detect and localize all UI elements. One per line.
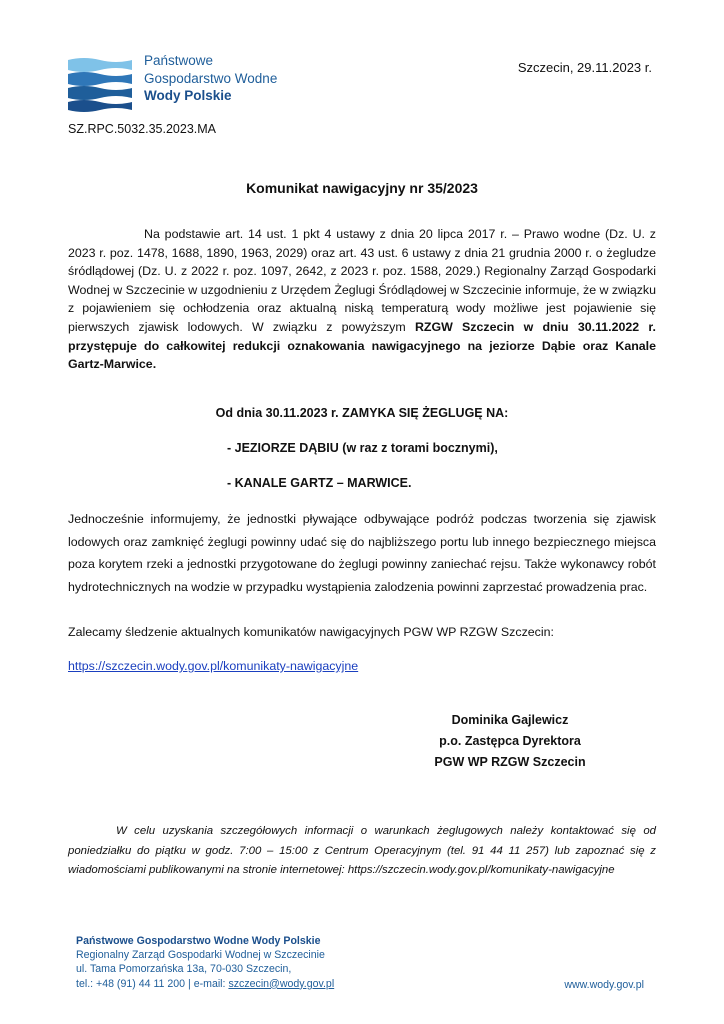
footer-contact [76,977,334,991]
logo-line-3: Wody Polskie [144,88,232,103]
closure-heading: Od dnia 30.11.2023 r. ZAMYKA SIĘ ŻEGLUGĘ NA: [215,406,509,420]
document-title: Komunikat nawigacyjny nr 35/2023 [246,180,478,196]
signature-block [410,710,610,773]
footer-phone: tel.: +48 (91) 44 11 200 | e-mail: [76,977,229,990]
main-paragraph-bold: RZGW Szczecin w dniu 30.11.2022 r. przystępuje do całkowitej redukcji oznakowania nawigacyjnego na jeziorze Dąbie oraz Kanale Gartz-Marwice. [68,319,656,372]
contact-note: W celu uzyskania szczegółowych informacji o warunkach żeglugowych należy kontaktować się od poniedziałku do piątku w godz. 7:00 – 15:00 z Centrum Operacyjnym (tel. 91 44 11 257) lub zapoznać się z wiadomościami publikowanymi na stronie internetowej: https://szczecin.wody.gov.pl/komunikaty-nawigacyjne [68,825,656,876]
signatory-name: Dominika Gajlewicz [451,713,569,727]
recommendation-text: Zalecamy śledzenie aktualnych komunikatów nawigacyjnych PGW WP RZGW Szczecin: [68,625,554,639]
reference-number: SZ.RPC.5032.35.2023.MA [68,122,216,136]
document-date: Szczecin, 29.11.2023 r. [517,60,652,75]
footer-email-link[interactable]: szczecin@wody.gov.pl [228,977,335,990]
main-paragraph [68,225,656,374]
footer-org-name: Państwowe Gospodarstwo Wodne Wody Polskie [76,935,321,947]
signatory-role: p.o. Zastępca Dyrektora [439,734,581,748]
signatory-org: PGW WP RZGW Szczecin [434,755,586,769]
main-paragraph-text: Na podstawie art. 14 ust. 1 pkt 4 ustawy z dnia 20 lipca 2017 r. – Prawo wodne (Dz. U. z 2023 r. poz. 1478, 1688, 1890, 1963, 2029) oraz art. 43 ust. 6 ustawy z dnia 21 grudnia 2000 r. o żegludze śródlądowej (Dz. U. z 2022 r. poz. 1097, 2642, z 2023 r. poz. 1588, 2029.) Regionalny Zarząd Gospodarki Wodnej w Szczecinie w uzgodnieniu z Urzędem Żeglugi Śródlądowej w Szczecinie informuje, że w związku z pojawieniem się ochłodzenia oraz aktualną niską temperaturą wody możliwe jest pojawienie się pierwszych zjawisk lodowych. W związku z powyższym [68,227,656,334]
closure-item-lake: - JEZIORZE DĄBIU (w raz z torami bocznymi), [227,441,498,455]
organization-logo [68,52,288,114]
footer-website[interactable]: www.wody.gov.pl [564,979,644,991]
logo-text [144,52,277,105]
footer-department: Regionalny Zarząd Gospodarki Wodnej w Szczecinie [76,949,325,962]
announcements-link[interactable]: https://szczecin.wody.gov.pl/komunikaty-nawigacyjne [68,659,359,673]
footer-address [76,934,334,991]
waves-logo-icon [68,56,132,112]
info-paragraph: Jednocześnie informujemy, że jednostki pływające odbywające podróż podczas tworzenia się zjawisk lodowych oraz zamknięć żeglugi powinny udać się do najbliższego portu lub innego bezpiecznego miejsca poza korytem rzeki a jednostki przygotowane do żeglugi powinny zaniechać rejsu. Także wykonawcy robót hydrotechnicznych na wodzie w przypadku wystąpienia zalodzenia powinni zaprzestać prowadzenia prac. [68,512,656,594]
closure-item-canal: - KANALE GARTZ – MARWICE. [227,476,412,490]
logo-line-1: Państwowe [144,53,214,68]
logo-line-2: Gospodarstwo Wodne [144,70,278,86]
footer-street: ul. Tama Pomorzańska 13a, 70-030 Szczecin, [76,963,292,976]
